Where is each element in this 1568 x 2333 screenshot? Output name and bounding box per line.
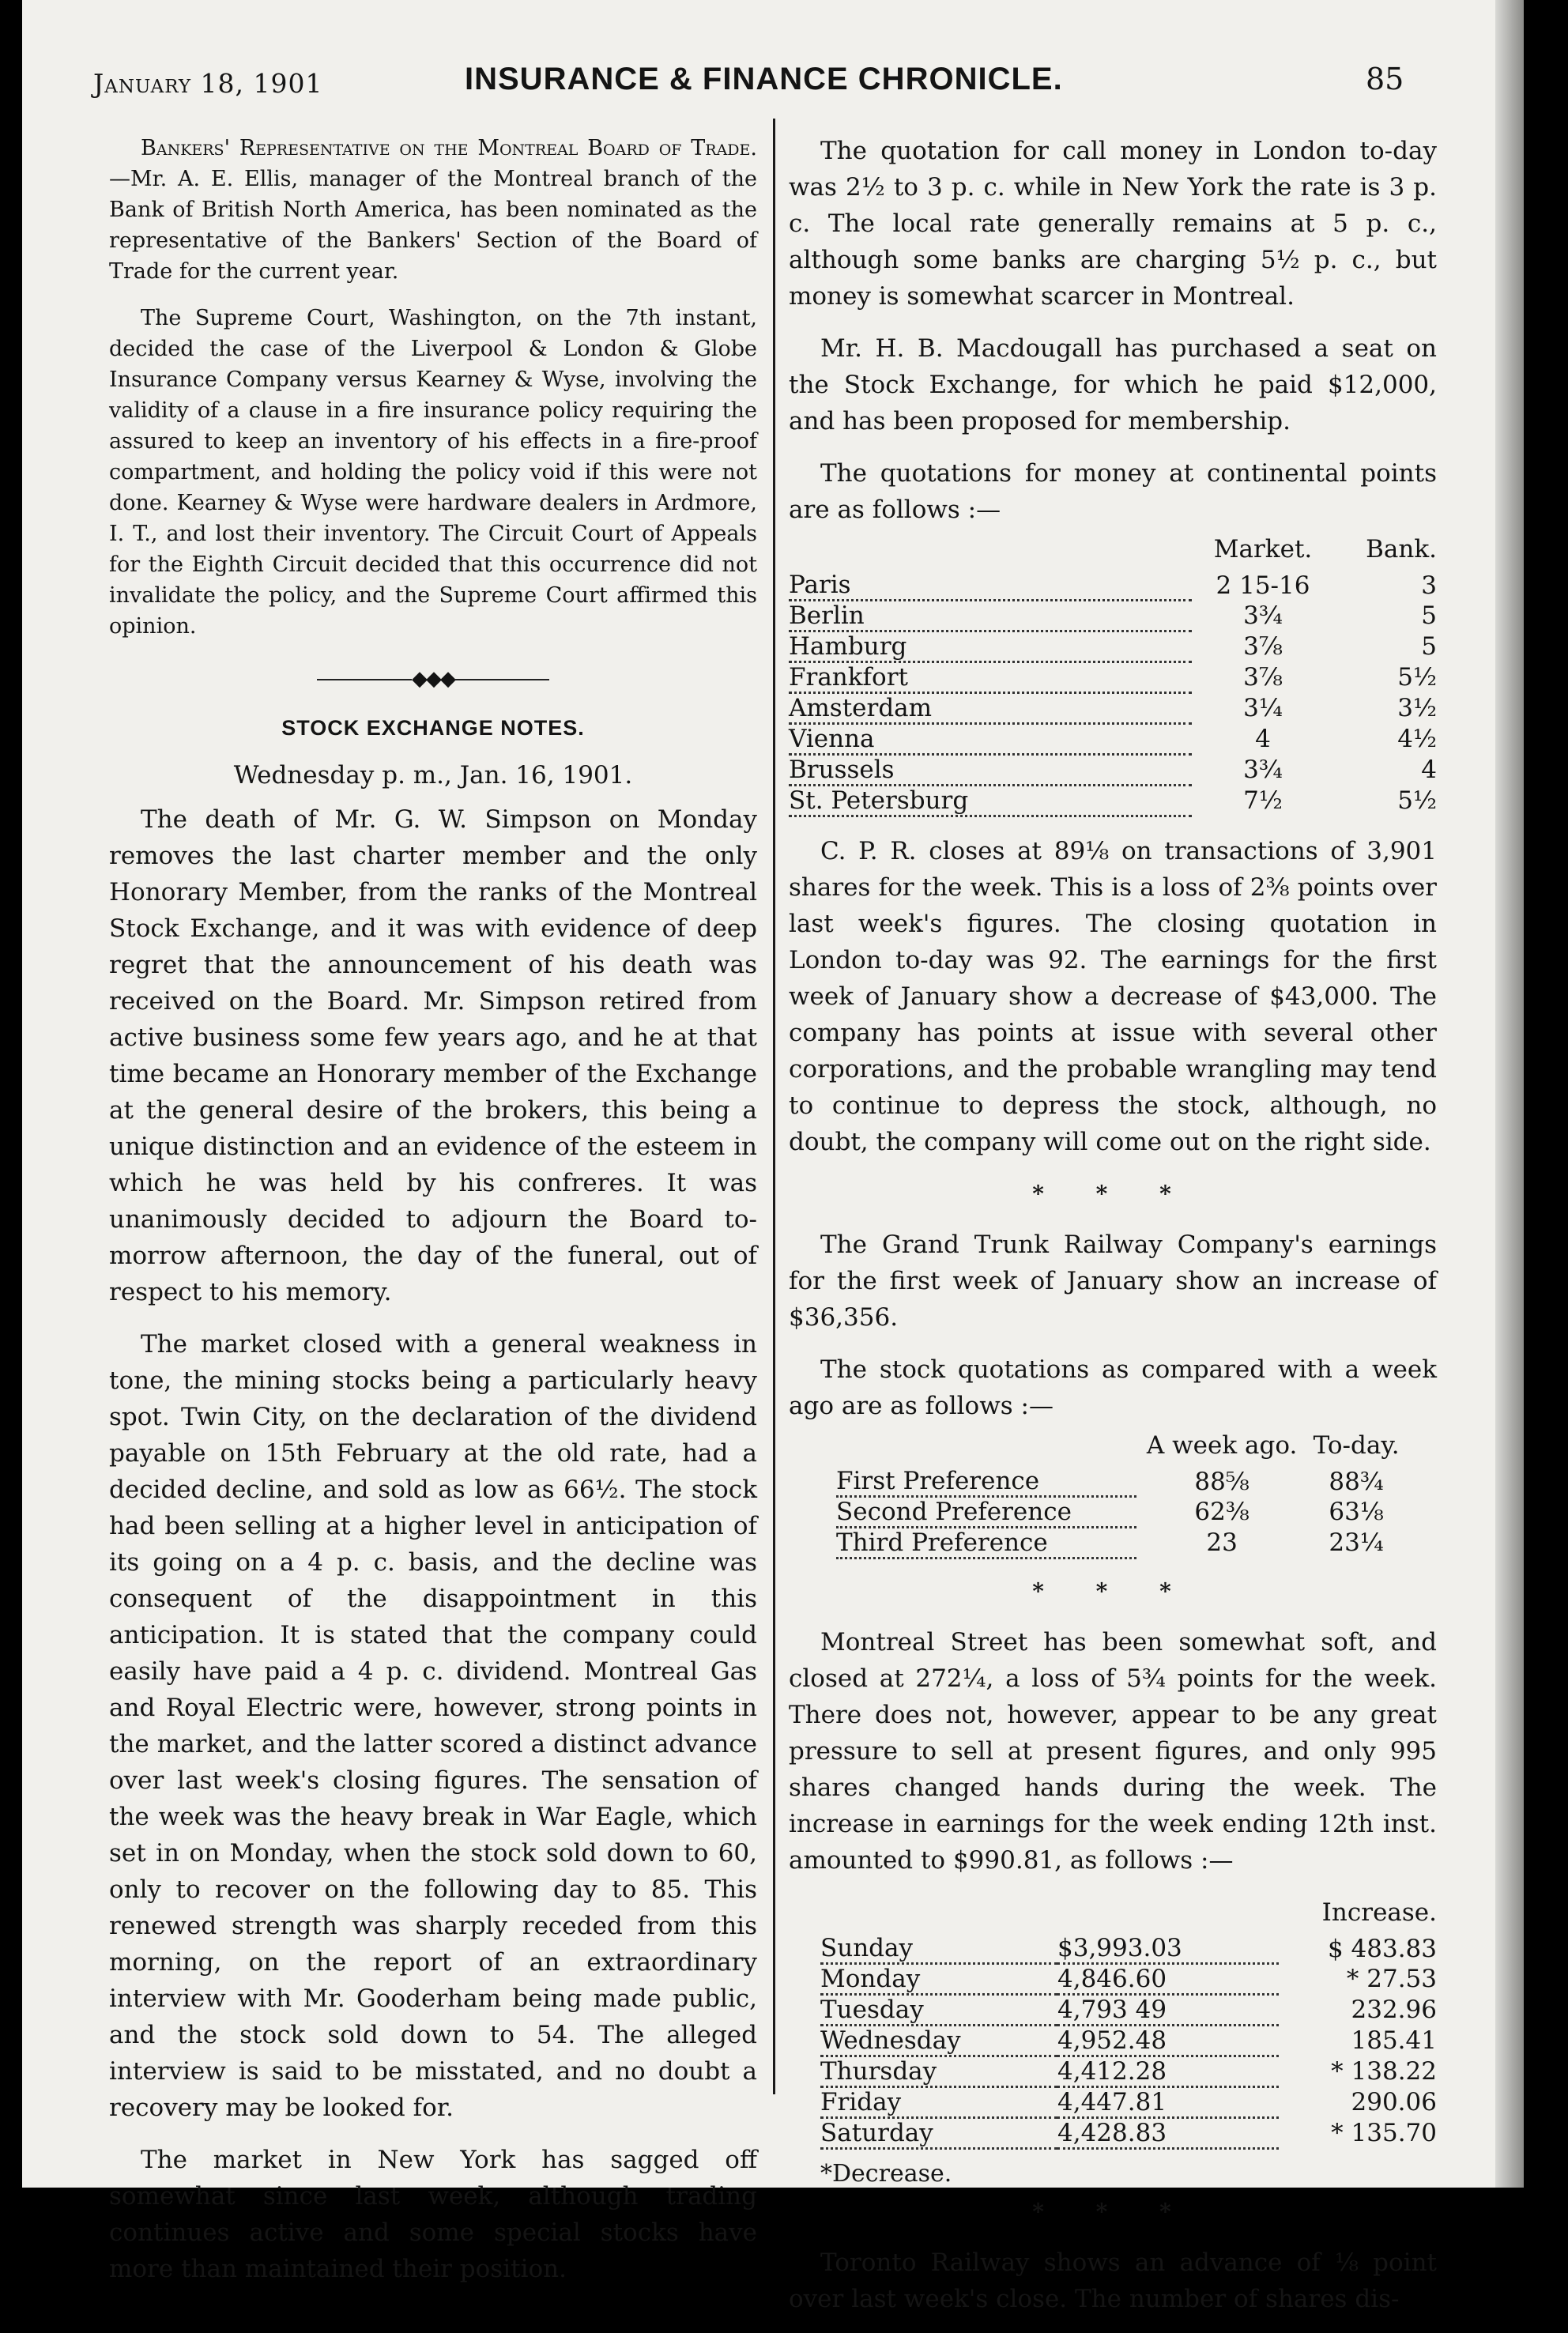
market-rate: 3⅞ [1243,663,1283,692]
today-header: To-day. [1313,1431,1400,1460]
section-stars: * * * [1032,2199,1193,2225]
continental-intro: The quotations for money at continental points are as follows :— [789,459,1437,524]
market-rate: 7½ [1243,786,1283,815]
market-header: Market. [1213,535,1313,563]
city-name: Berlin [789,601,1192,631]
city-name: Paris [789,571,1192,601]
city-name: Vienna [789,724,1192,755]
header-title: INSURANCE & FINANCE CHRONICLE. [465,62,1063,96]
day-name: Friday [820,2087,1057,2118]
week-ago-value: 88⅝ [1194,1467,1250,1496]
left-column [109,133,757,2303]
earnings-increase: $ 483.83 [1327,1934,1437,1963]
table-row [836,1497,1405,1528]
grand-trunk-paragraph: The Grand Trunk Railway Company's earnings for the first week of January show an increase of $36,356. [789,1231,1437,1332]
page-header [22,62,1524,109]
macdougall-paragraph: Mr. H. B. Macdougall has purchased a seat on the Stock Exchange, for which he paid $12,000, and has been proposed for membership. [789,334,1437,435]
table-row [820,1934,1437,1964]
increase-header: Increase. [1321,1898,1437,1927]
table-row [820,2118,1437,2149]
section-stars: * * * [1032,1578,1193,1604]
table-row [820,1995,1437,2026]
today-value: 23¼ [1329,1528,1384,1557]
market-rate: 3⅞ [1243,632,1283,661]
table-row [836,1467,1405,1497]
new-york-paragraph: The market in New York has sagged off somewhat since last week, although trading continues active and some special stocks have more than maintained their position. [109,2146,757,2283]
market-rate: 4 [1255,725,1271,753]
money-rates-header [789,531,1437,571]
earnings-amount: 4,428.83 [1057,2118,1279,2149]
week-ago-value: 23 [1206,1528,1238,1557]
bank-header: Bank. [1366,535,1437,563]
day-name: Thursday [820,2056,1057,2087]
earnings-increase: 232.96 [1351,1996,1437,2024]
decrease-note: *Decrease. [820,2160,952,2188]
call-money-paragraph: The quotation for call money in London to-day was 2½ to 3 p. c. while in New York the rate is 3 p. c. The local rate generally remains at 5 p. c., although some banks are charging 5½ p. c., but money is somewhat scarcer in Montreal. [789,137,1437,311]
supreme-court-paragraph: The Supreme Court, Washington, on the 7th instant, decided the case of the Liverpool & London & Globe Insurance Company versus Kearney & Wyse, involving the validity of a clause in a fire insurance policy requiring the assured to keep an inventory of his effects in a fire-proof compartment, and holding the policy void if this were not done. Kearney & Wyse were hardware dealers in Ardmore, I. T., and lost their inventory. The Circuit Court of Appeals for the Eighth Circuit decided that this occurrence did not invalidate the policy, and the Supreme Court affirmed this opinion. [109,306,757,639]
day-name: Saturday [820,2118,1057,2149]
stock-quotes-intro: The stock quotations as compared with a week ago are as follows :— [789,1355,1437,1420]
bankers-body: —Mr. A. E. Ellis, manager of the Montreal branch of the Bank of British North America, has been nominated as the representative of the Bankers' Section of the Board of Trade for the current year. [109,167,757,284]
montreal-street-paragraph: Montreal Street has been somewhat soft, and closed at 272¼, a loss of 5¾ points for the week. There does not, however, appear to be any great pressure to sell at present figures, and only 995 shares changed hands during the week. The increase in earnings for the week ending 12th inst. amounted to $990.81, as follows :— [789,1628,1437,1875]
bank-rate: 5½ [1397,786,1437,815]
table-row [820,2056,1437,2087]
earnings-amount: $3,993.03 [1057,1934,1279,1964]
day-name: Tuesday [820,1995,1057,2026]
page-number: 85 [1366,62,1404,96]
table-row [789,693,1437,724]
table-row [820,2026,1437,2056]
header-date: January 18, 1901 [93,68,323,99]
earnings-increase: * 27.53 [1346,1965,1437,1993]
section-ornament: ◆◆◆ [109,661,757,697]
stock-quotes-table [836,1427,1405,1559]
bank-rate: 3½ [1397,694,1437,722]
simpson-paragraph: The death of Mr. G. W. Simpson on Monday removes the last charter member and the only Honorary Member, from the ranks of the Montreal Stock Exchange, and it was with evidence of deep regret that the announcement of his death was received on the Board. Mr. Simpson retired from active business some few years ago, and he at that time became an Honorary member of the Exchange at the general desire of the brokers, this being a unique distinction and an evidence of the esteem in which he was held by his confreres. It was unanimously decided to adjourn the Board to-morrow afternoon, the day of the funeral, out of respect to his memory. [109,805,757,1306]
stock-name: Second Preference [836,1497,1136,1528]
day-name: Wednesday [820,2026,1057,2056]
earnings-header [820,1894,1437,1934]
market-rate: 3¾ [1243,756,1283,784]
table-row [789,571,1437,601]
column-divider [773,119,775,2094]
market-rate: 2 15-16 [1216,571,1310,600]
table-row [789,631,1437,662]
city-name: Amsterdam [789,693,1192,724]
newspaper-page [22,0,1524,2313]
earnings-table [820,1894,1437,2150]
earnings-amount: 4,952.48 [1057,2026,1279,2056]
money-rates-table [789,531,1437,817]
day-name: Monday [820,1964,1057,1995]
bank-rate: 5 [1421,601,1437,630]
bank-rate: 4½ [1397,725,1437,753]
bankers-paragraph [109,133,757,287]
bank-rate: 3 [1421,571,1437,600]
bank-rate: 4 [1421,756,1437,784]
week-ago-value: 62⅜ [1194,1498,1250,1526]
section-stars: * * * [1032,1181,1193,1207]
market-rate: 3¾ [1243,601,1283,630]
market-rate: 3¼ [1243,694,1283,722]
earnings-increase: * 135.70 [1331,2119,1437,2147]
earnings-increase: 185.41 [1351,2026,1437,2055]
dateline: Wednesday p. m., Jan. 16, 1901. [233,761,633,790]
bankers-heading: Bankers' Representative on the Montreal Board of Trade. [141,136,757,160]
table-row [789,601,1437,631]
day-name: Sunday [820,1934,1057,1964]
week-ago-header: A week ago. [1146,1431,1298,1460]
stock-name: First Preference [836,1467,1136,1497]
city-name: Hamburg [789,631,1192,662]
earnings-amount: 4,447.81 [1057,2087,1279,2118]
bank-rate: 5½ [1397,663,1437,692]
earnings-increase: * 138.22 [1331,2057,1437,2086]
toronto-railway-paragraph: Toronto Railway shows an advance of ⅛ point over last week's close. The number of shares dis- [789,2248,1437,2313]
table-row [789,755,1437,786]
earnings-amount: 4,793 49 [1057,1995,1279,2026]
cpr-paragraph: C. P. R. closes at 89⅛ on transactions of 3,901 shares for the week. This is a loss of 2⅜ points over last week's figures. The closing quotation in London to-day was 92. The earnings for the first week of January show a decrease of $43,000. The company has points at issue with several other corporations, and the probable wrangling may tend to continue to depress the stock, although, no doubt, the company will come out on the right side. [789,837,1437,1156]
table-row [820,2087,1437,2118]
city-name: Brussels [789,755,1192,786]
city-name: Frankfort [789,662,1192,693]
earnings-increase: 290.06 [1351,2088,1437,2116]
table-row [789,662,1437,693]
market-paragraph: The market closed with a general weakness in tone, the mining stocks being a particularly heavy spot. Twin City, on the declaration of the dividend payable on 15th February at the old rate, had a decided decline, and sold as low as 66½. The stock had been selling at a higher level in anticipation of its going on a 4 p. c. basis, and the decline was consequent of the disappointment in this anticipation. It is stated that the company could easily have paid a 4 p. c. dividend. Montreal Gas and Royal Electric were, however, strong points in the market, and the latter scored a distinct advance over last week's closing figures. The sensation of the week was the heavy break in War Eagle, which set in on Monday, when the stock sold down to 60, only to recover on the following day to 85. This renewed strength was sharply receded from this morning, on the report of an extraordinary interview with Mr. Gooderham being made public, and the stock sold down to 54. The alleged interview is said to be misstated, and no doubt a recovery may be looked for. [109,1330,757,2122]
table-row [820,1964,1437,1995]
table-row [836,1528,1405,1558]
table-row [789,786,1437,816]
city-name: St. Petersburg [789,786,1192,816]
section-title: STOCK EXCHANGE NOTES. [281,716,585,740]
page-edge [1495,0,1524,2188]
right-column [789,133,1437,2333]
table-row [789,724,1437,755]
today-value: 88¾ [1329,1467,1384,1496]
bank-rate: 5 [1421,632,1437,661]
earnings-amount: 4,846.60 [1057,1964,1279,1995]
today-value: 63⅛ [1329,1498,1384,1526]
stock-name: Third Preference [836,1528,1136,1558]
earnings-amount: 4,412.28 [1057,2056,1279,2087]
stock-quotes-header [836,1427,1405,1467]
